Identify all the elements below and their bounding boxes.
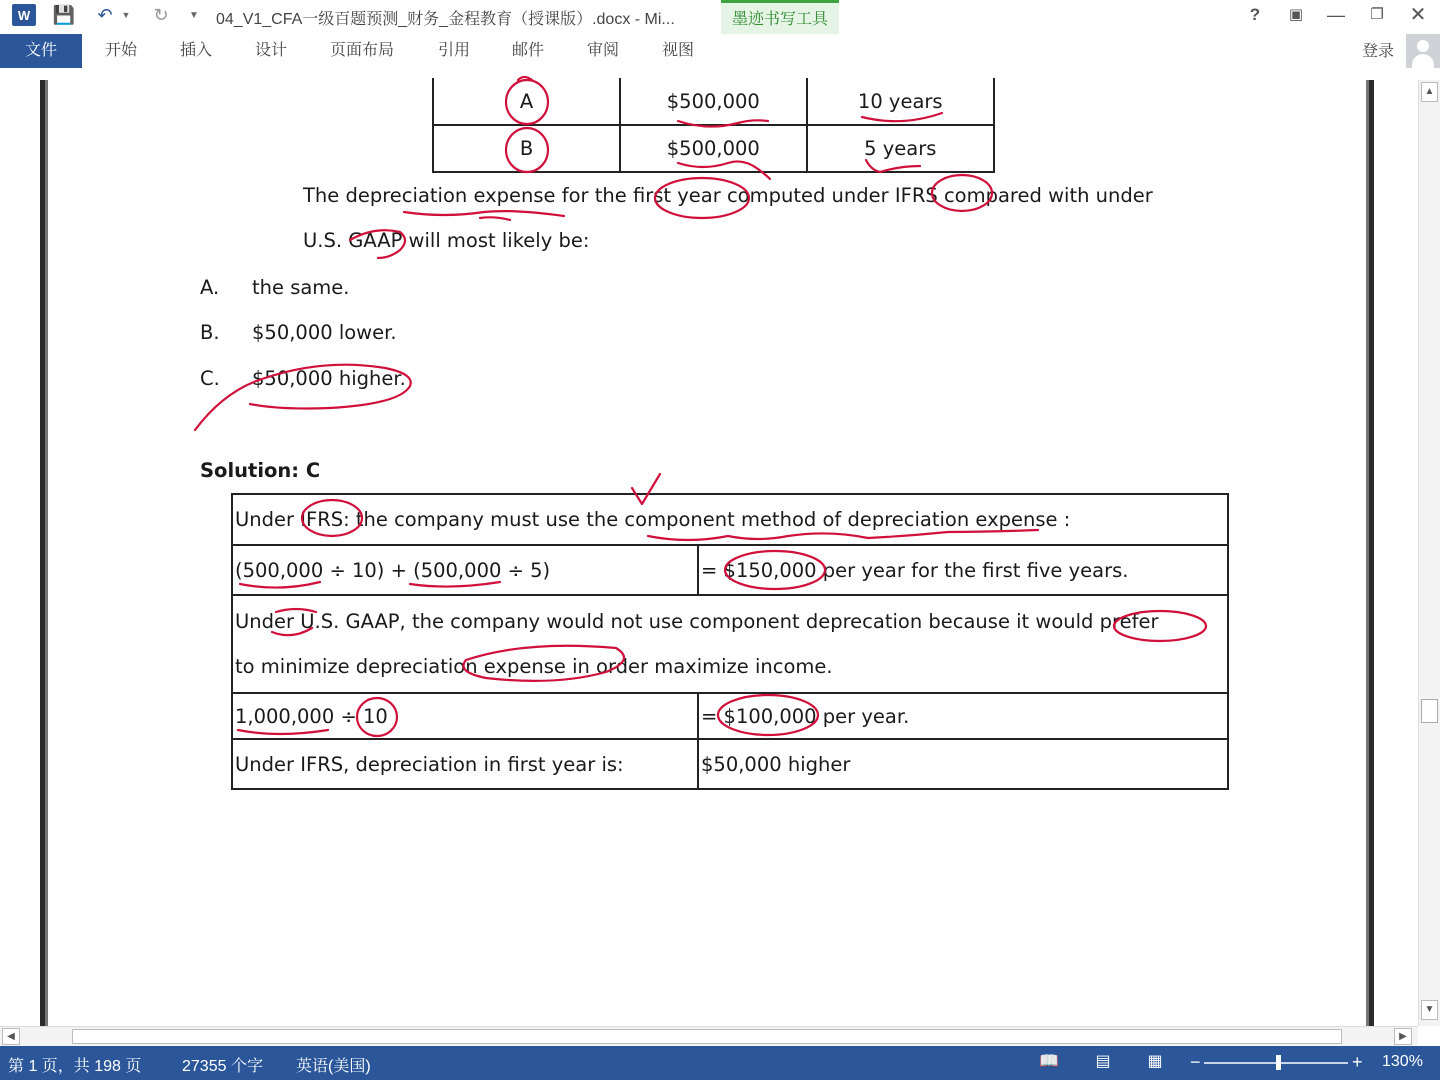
language-indicator[interactable]: 英语(美国) (296, 1058, 371, 1075)
ink-tools-label: 墨迹书写工具 (731, 11, 828, 28)
redo-icon[interactable]: ↻ (153, 4, 169, 25)
option-letter: C. (200, 367, 220, 390)
tab-page-layout[interactable]: 页面布局 (330, 42, 395, 59)
page-edge-right (1366, 80, 1374, 1026)
customize-toolbar-icon[interactable]: ▼ (189, 9, 199, 21)
question-line-2: U.S. GAAP will most likely be: (303, 229, 590, 252)
help-button[interactable]: ? (1249, 5, 1261, 24)
question-line-1: The depreciation expense for the first year computed under IFRS compared with under (303, 184, 1153, 207)
gaap-result-cell: = $100,000 per year. (698, 693, 1228, 739)
tab-file[interactable]: 文件 (0, 34, 82, 69)
zoom-out-icon[interactable]: − (1190, 1052, 1201, 1072)
ifrs-result-cell: = $150,000 per year for the first five years. (698, 545, 1228, 595)
avatar-icon[interactable] (1406, 34, 1440, 68)
tab-review[interactable]: 审阅 (587, 42, 620, 59)
sign-in-link[interactable]: 登录 (1362, 43, 1395, 60)
zoom-level[interactable]: 130% (1382, 1053, 1423, 1070)
option-text: $50,000 lower. (252, 321, 397, 344)
conclusion-label-cell: Under IFRS, depreciation in first year is: (232, 739, 698, 789)
ribbon-tabs (0, 34, 1440, 68)
undo-dropdown-icon[interactable]: ▼ (121, 10, 131, 20)
avatar-head (1417, 40, 1429, 52)
ifrs-formula-cell: (500,000 ÷ 10) + (500,000 ÷ 5) (232, 545, 698, 595)
gaap-rule-line-2: to minimize depreciation expense in order maximize income. (235, 655, 833, 678)
vertical-scroll-thumb[interactable] (1421, 699, 1438, 723)
undo-icon[interactable]: ↶ (97, 4, 113, 25)
save-icon[interactable]: 💾 (52, 4, 76, 25)
zoom-slider[interactable] (1190, 1053, 1366, 1073)
minimize-icon[interactable]: — (1327, 5, 1345, 25)
table-row (433, 78, 994, 125)
print-layout-icon[interactable]: ▤ (1095, 1053, 1111, 1070)
option-letter: A. (200, 276, 220, 299)
document-title: 04_V1_CFA一级百题预测_财务_金程教育（授课版）.docx - Mi... (216, 11, 675, 28)
cost-cell: $500,000 (620, 125, 806, 172)
word-app-icon[interactable]: W (12, 4, 36, 26)
asset-table (432, 78, 995, 173)
scroll-right-icon[interactable]: ▶ (1394, 1028, 1412, 1045)
page-edge-left (40, 80, 48, 1026)
option-letter: B. (200, 321, 220, 344)
life-cell: 10 years (807, 78, 994, 125)
horizontal-scroll-thumb[interactable] (72, 1029, 1342, 1044)
tab-insert[interactable]: 插入 (180, 42, 213, 59)
read-mode-icon[interactable]: 📖 (1039, 1053, 1059, 1070)
zoom-thumb[interactable] (1276, 1055, 1281, 1070)
table-row (232, 595, 1228, 693)
horizontal-scrollbar[interactable] (0, 1026, 1418, 1046)
option-text: the same. (252, 276, 350, 299)
word-count[interactable]: 27355 个字 (182, 1058, 263, 1075)
title-bar (0, 0, 1440, 32)
cost-cell: $500,000 (620, 78, 806, 125)
tab-design[interactable]: 设计 (255, 42, 288, 59)
gaap-rule-line-1: Under U.S. GAAP, the company would not use component deprecation because it would prefer (235, 610, 1159, 633)
close-icon[interactable]: ✕ (1409, 4, 1427, 26)
conclusion-value-cell: $50,000 higher (698, 739, 1228, 789)
gaap-rule-cell (232, 595, 1228, 693)
ribbon-display-icon[interactable]: ▣ (1288, 6, 1304, 23)
life-cell: 5 years (807, 125, 994, 172)
page-count[interactable]: 第 1 页，共 198 页 (8, 1058, 142, 1075)
zoom-in-icon[interactable]: + (1352, 1052, 1363, 1072)
scroll-down-icon[interactable]: ▼ (1421, 1000, 1438, 1020)
option-text: $50,000 higher. (252, 367, 406, 390)
web-layout-icon[interactable]: ▦ (1147, 1053, 1163, 1070)
avatar-body (1412, 54, 1434, 68)
solution-table (231, 493, 1229, 790)
restore-icon[interactable]: ❐ (1370, 6, 1384, 23)
tab-home[interactable]: 开始 (105, 42, 138, 59)
component-cell: A (433, 78, 620, 125)
tab-view[interactable]: 视图 (662, 42, 695, 59)
scroll-up-icon[interactable]: ▲ (1421, 82, 1438, 102)
component-cell: B (433, 125, 620, 172)
table-row (433, 125, 994, 172)
solution-heading: Solution: C (200, 459, 321, 482)
table-row (232, 693, 1228, 739)
ifrs-rule-cell: Under IFRS: the company must use the component method of depreciation expense : (232, 494, 1228, 545)
tab-references[interactable]: 引用 (438, 42, 471, 59)
status-bar (0, 1046, 1440, 1080)
vertical-scrollbar[interactable] (1418, 80, 1440, 1026)
table-row (232, 739, 1228, 789)
table-row (232, 494, 1228, 545)
tab-mailings[interactable]: 邮件 (512, 42, 545, 59)
gaap-formula-cell: 1,000,000 ÷ 10 (232, 693, 698, 739)
table-row (232, 545, 1228, 595)
scroll-left-icon[interactable]: ◀ (2, 1028, 20, 1045)
